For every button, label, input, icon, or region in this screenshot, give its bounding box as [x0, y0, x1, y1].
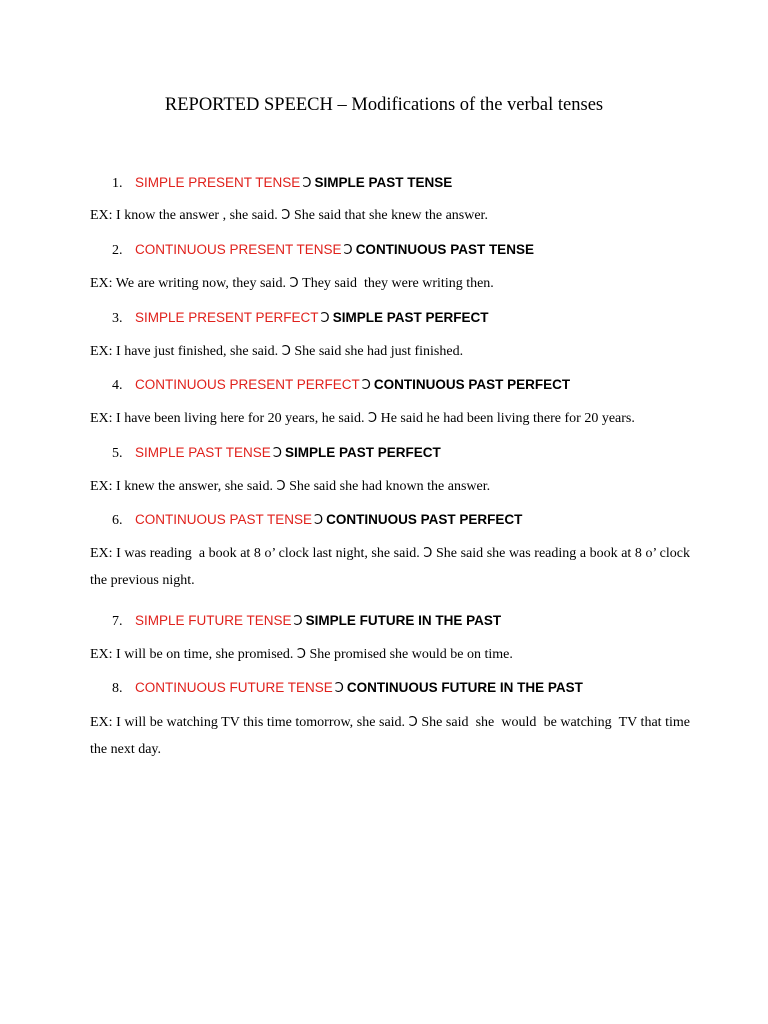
reported-speech: She said she would be watching TV that time the next day. [90, 715, 697, 757]
rule-example-2 [90, 270, 690, 297]
rule-example-6 [90, 540, 694, 594]
arrow-icon: Ͻ [281, 208, 291, 223]
rule-heading-2 [112, 240, 534, 260]
arrow-icon: Ͻ [334, 681, 344, 696]
direct-speech: EX: I have just finished, she said. [90, 344, 282, 359]
rule-heading-8 [112, 678, 583, 698]
rule-number: 4. [112, 378, 123, 393]
target-tense: CONTINUOUS PAST PERFECT [326, 512, 523, 527]
rule-example-4 [90, 405, 690, 432]
rule-example-3 [90, 338, 690, 365]
target-tense: CONTINUOUS PAST TENSE [355, 242, 534, 257]
reported-speech: She promised she would be on time. [306, 647, 513, 662]
target-tense: CONTINUOUS FUTURE IN THE PAST [346, 680, 583, 695]
source-tense: SIMPLE PRESENT TENSE [135, 175, 301, 190]
source-tense: SIMPLE PRESENT PERFECT [135, 310, 319, 325]
direct-speech: EX: We are writing now, they said. [90, 276, 290, 291]
reported-speech: She said she had known the answer. [285, 479, 491, 494]
rule-number: 3. [112, 311, 123, 326]
arrow-icon: Ͻ [293, 614, 303, 629]
source-tense: CONTINUOUS PRESENT PERFECT [135, 377, 360, 392]
reported-speech: She said she was reading a book at 8 o’ clock the previous night. [90, 546, 694, 588]
rule-number: 1. [112, 176, 123, 191]
rule-example-5 [90, 473, 690, 500]
rule-example-1 [90, 202, 690, 229]
reported-speech: She said she had just finished. [290, 344, 464, 359]
arrow-icon: Ͻ [276, 479, 286, 494]
rule-number: 2. [112, 243, 123, 258]
rule-heading-7 [112, 611, 501, 631]
source-tense: CONTINUOUS FUTURE TENSE [135, 680, 333, 695]
target-tense: CONTINUOUS PAST PERFECT [373, 377, 571, 392]
document-title: REPORTED SPEECH – Modifications of the verbal tenses [164, 95, 604, 115]
reported-speech: He said he had been living there for 20 years. [377, 411, 635, 426]
arrow-icon: Ͻ [361, 378, 371, 393]
direct-speech: EX: I have been living here for 20 years, he said. [90, 411, 368, 426]
rule-heading-5 [112, 443, 441, 463]
rule-heading-4 [112, 375, 570, 395]
target-tense: SIMPLE FUTURE IN THE PAST [305, 613, 502, 628]
rule-number: 7. [112, 614, 123, 629]
rule-number: 6. [112, 513, 123, 528]
rule-heading-6 [112, 510, 522, 530]
target-tense: SIMPLE PAST PERFECT [332, 310, 489, 325]
direct-speech: EX: I will be watching TV this time tomorrow, she said. [90, 715, 409, 730]
direct-speech: EX: I know the answer , she said. [90, 208, 282, 223]
arrow-icon: Ͻ [367, 411, 378, 426]
arrow-icon: Ͻ [289, 276, 299, 291]
direct-speech: EX: I will be on time, she promised. [90, 647, 297, 662]
target-tense: SIMPLE PAST TENSE [314, 175, 453, 190]
source-tense: SIMPLE FUTURE TENSE [135, 613, 292, 628]
arrow-icon: Ͻ [296, 647, 306, 662]
target-tense: SIMPLE PAST PERFECT [284, 445, 441, 460]
rule-heading-3 [112, 308, 488, 328]
arrow-icon: Ͻ [302, 176, 312, 191]
direct-speech: EX: I knew the answer, she said. [90, 479, 277, 494]
arrow-icon: Ͻ [281, 344, 291, 359]
arrow-icon: Ͻ [314, 513, 324, 528]
source-tense: CONTINUOUS PRESENT TENSE [135, 242, 342, 257]
rule-example-7 [90, 641, 690, 668]
rule-number: 5. [112, 446, 123, 461]
rule-heading-1 [112, 173, 452, 193]
source-tense: SIMPLE PAST TENSE [135, 445, 271, 460]
rule-example-8 [90, 709, 697, 763]
arrow-icon: Ͻ [408, 715, 418, 730]
arrow-icon: Ͻ [343, 243, 353, 258]
arrow-icon: Ͻ [320, 311, 330, 326]
reported-speech: They said they were writing then. [298, 276, 494, 291]
arrow-icon: Ͻ [272, 446, 282, 461]
arrow-icon: Ͻ [423, 546, 433, 561]
reported-speech: She said that she knew the answer. [290, 208, 488, 223]
direct-speech: EX: I was reading a book at 8 o’ clock last night, she said. [90, 546, 424, 561]
rule-number: 8. [112, 681, 123, 696]
source-tense: CONTINUOUS PAST TENSE [135, 512, 313, 527]
